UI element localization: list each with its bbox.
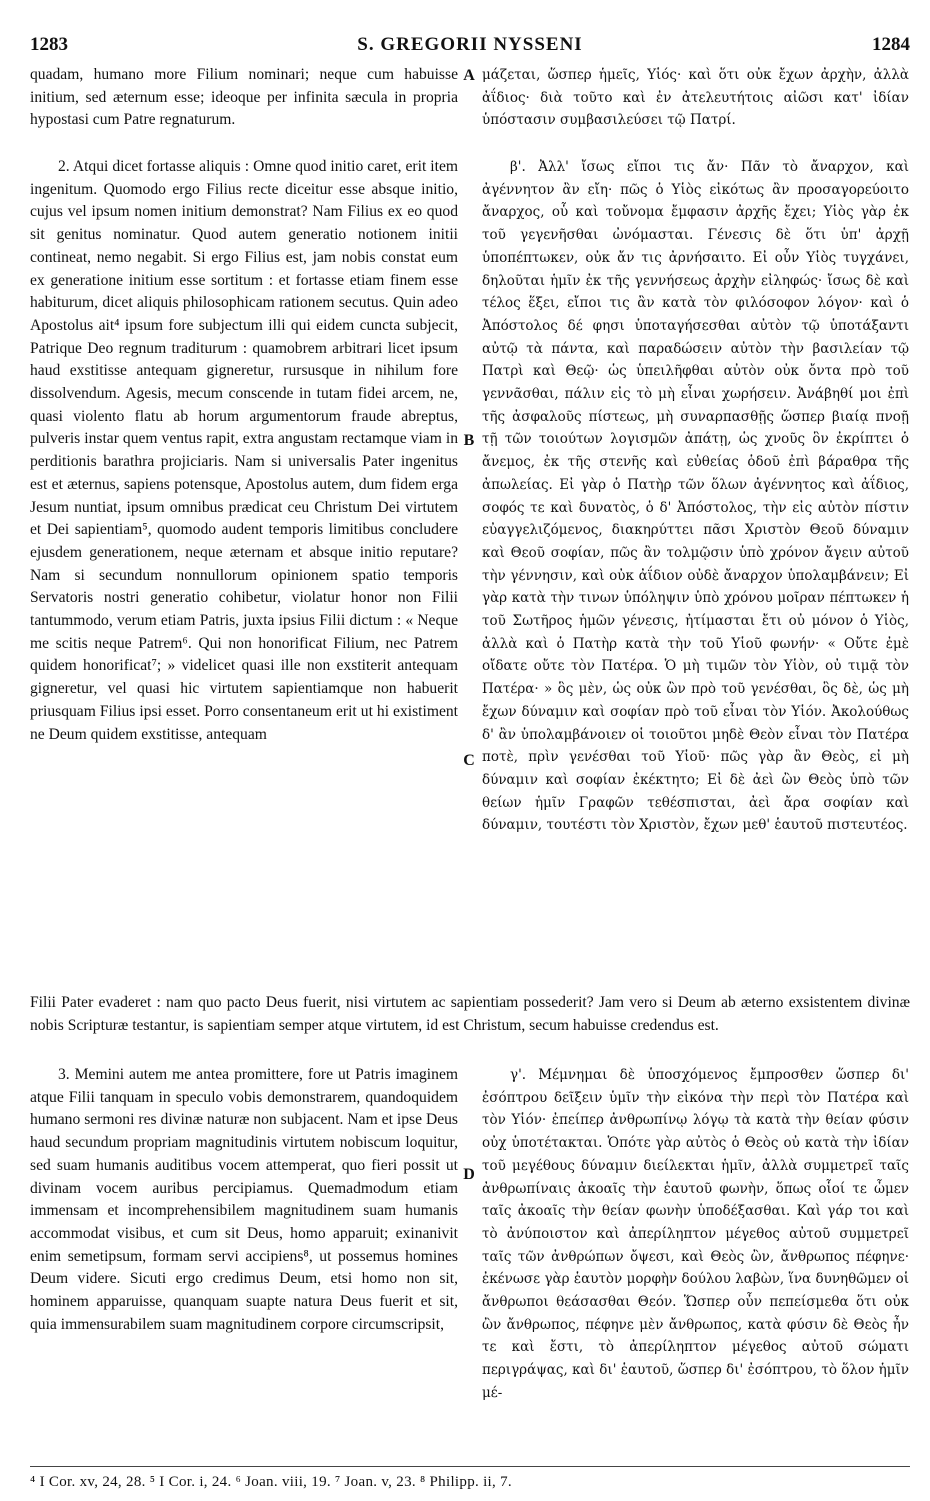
page-number-right: 1284 [872, 34, 910, 55]
latin-paragraph-2 [30, 156, 458, 746]
greek-text: γ'. Μέμνημαι δὲ ὑποσχόμενος ἔμπροσθεν ὥσπερ δι' ἐσόπτρου δεῖξειν ὑμῖν τὴν εἰκόνα τὴν περὶ τὸν Πατέρα καὶ τὸν Υἱόν· ἐπείπερ ἀνθρωπίνῳ λόγῳ τὰ κατὰ τὴν θείαν φύσιν οὐχ ὑποτέτακται. Ὁπότε γὰρ αὐτὸς ὁ Θεὸς οὐ κατὰ τὴν ἰδίαν τοῦ μεγέθους δύναμιν διείλεκται ἡμῖν, ἀλλὰ συμμετρεῖ ταῖς ἀνθρωπίναις ἀκοαῖς τὴν ἑαυτοῦ φωνὴν, ὅπως οἷοί τε ὦμεν ταῖς ἀκοαῖς τὴν θείαν φωνὴν ὑποδέξασθαι. Καὶ γάρ τοι καὶ τὸ ἀνύποιστον καὶ ἀπερίληπτον μέγεθος αὐτοῦ συμμετρεῖ ταῖς τῶν ἀνθρώπων ὄψεσι, καὶ Θεὸς ὢν, ἄνθρωπος πέφηνε· ἐκένωσε γὰρ ἑαυτὸν μορφὴν δούλου λαβὼν, ἵνα δυνηθῶμεν οἱ ἄνθρωποι θεάσασθαι Θεόν. Ὥσπερ οὖν πεπείσμεθα ὅτι οὐκ ὢν ἄνθρωπος, πέφηνε μὲν ἄνθρωπος, κατὰ φύσιν δὲ Θεὸς ἦν τε καὶ ἔστι, τὸ ἀπερίληπτον μέγεθος αὐτοῦ σώματι περιγράψας, καὶ δι' ἑαυτοῦ, ὥσπερ δι' ἐσόπτρου, τὸ ὅλον ἡμῖν μέ- [482, 1067, 909, 1401]
latin-paragraph-1 [30, 64, 458, 132]
greek-paragraph-3 [482, 1064, 909, 1405]
greek-paragraph-1 [482, 64, 909, 132]
footnotes: ⁴ I Cor. xv, 24, 28. ⁵ I Cor. i, 24. ⁶ Joan. viii, 19. ⁷ Joan. v, 23. ⁸ Philipp. ii, 7. [30, 1474, 512, 1490]
greek-paragraph-2 [482, 156, 909, 837]
page-number-left: 1283 [30, 34, 68, 55]
latin-text: 2. Atqui dicet fortasse aliquis : Omne quod initio caret, erit item ingenitum. Quomodo ergo Filius recte diceitur esse absque initio, cujus vel ipsum nomen initium demonstrat? Nam Filius ex eo quod sit genitus nominatur. Quod autem generatio notionem initii contineat, nemo negabit. Si ergo Filius est, jam nobis constat eum ex generatione initium esse sortitum : et fortasse etiam finem esse habiturum, dicet aliquis philosophicam rationem secutus. Quin adeo Apostolus ait⁴ ipsum fore subjectum illi qui eidem cuncta subjecit, Patrique Deo regnum traditurum : quamobrem arbitrari licet ipsum haud exstitisse antequam gigneretur, rursusque in nihilum fore dissolvendum. Agesis, mecum conscende in tutam fidei arcem, ne, quasi violento flatu ab horum argumentorum fraude abreptus, pulveris instar quem ventus rapit, extra angustam rectamque viam in perditionis barathra projiciaris. Nam si universalis Pater ingenitus est et æternus, sapiens potensque, Apostolus autem, dum fidem erga Jesum nuntiat, ipsum omnibus prædicat ceu Christum Dei virtutem et Dei sapientiam⁵, quomodo audent temporis limitibus concludere ejusdem generationem, neque æternam et absque initio reputare? Nam si secundum nonnullorum opinionem spatio temporis Servatoris nostri generatio cohibetur, violatur honor non Filii tantummodo, verum etiam Patris, juxta ipsius Filii dictum : « Neque me scitis neque Patrem⁶. Qui non honorificat Filium, nec Patrem quidem honorificat⁷; » videlicet quasi ille non exstiterit antequam gigneretur, vel quasi hic virtutem sapientiamque non habuerit priusquam Filius ipsi esset. Porro consentaneum erit ut hi existiment ne Deum quidem exstitisse, antequam [30, 158, 458, 743]
latin-text: 3. Memini autem me antea promittere, fore ut Patris imaginem atque Filii tanquam in speculo vobis demonstrarem, quandoquidem humano sermoni res divinæ naturæ non subjacent. Nam et ipse Deus haud secundum propriam magnitudinis virtutem nobiscum loquitur, sed suam humanis auditibus vocem attemperat, quo fieri possit ut divinam vocem auribus percipiamus. Quemadmodum etiam immensam et incomprehensibilem magnitudinem suam humanis accommodat visibus, et cum sit Deus, homo apparuit; exinanivit enim semetipsum, formam servi accipiens⁸, ut possemus homines Deum videre. Sicuti ergo credimus Deum, etsi homo non sit, hominem apparuisse, quanquam suapte natura Deus fuerit et sit, quia immensurabilem suam magnitudinem corpore circumscripsit, [30, 1066, 458, 1333]
margin-marker-b: B [463, 432, 475, 449]
running-title: S. GREGORII NYSSENI [357, 34, 583, 55]
footnote-rule [30, 1466, 910, 1467]
margin-marker-c: C [463, 752, 475, 769]
greek-text: β'. Ἀλλ' ἴσως εἴποι τις ἄν· Πᾶν τὸ ἄναρχον, καὶ ἀγέννητον ἂν εἴη· πῶς ὁ Υἱὸς εἰκότως ἂν προσαγορεύοιτο ἄναρχος, οὗ καὶ τοὔνομα ἔμφασιν ἀρχῆς ἔχει; Υἱὸς γὰρ ἐκ τοῦ γεγενῆσθαι ὠνόμασται. Γένεσις δὲ ὅτι ὑπ' ἀρχῇ ὑποπέπτωκεν, οὐκ ἄν τις ἀρνήσαιτο. Εἰ οὖν Υἱὸς τυγχάνει, δηλοῦται ἡμῖν ἐκ τῆς γεννήσεως ἀρχὴν εἰληφώς· ἴσως δὲ καὶ τέλος ἕξει, εἴποι τις ἂν κατὰ τὸν φιλόσοφον λόγον· καὶ ὁ Ἀπόστολος δέ φησι ὑποταγήσεσθαι αὐτὸν τῷ ὑποτάξαντι αὐτῷ τὰ πάντα, καὶ παραδώσειν αὐτὸν τὴν βασιλείαν τῷ Πατρὶ καὶ Θεῷ· ὡς ὑπειλῆφθαι αὐτὸν οὐκ ὄντα πρὸ τοῦ γεννᾶσθαι, πάλιν εἰς τὸ μὴ εἶναι χωρήσειν. Ἀνάβηθί μοι ἐπὶ τῆς ἀσφαλοῦς πίστεως, μὴ συναρπασθῇς ὥσπερ βιαίᾳ πνοῇ τῇ τῶν τοιούτων λογισμῶν ἀπάτῃ, ὡς χνοῦς ὃν ἐκρίπτει ὁ ἄνεμος, ἐκ τῆς στενῆς καὶ εὐθείας ὁδοῦ ἐπὶ βάραθρα τῆς ἀπωλείας. Εἰ γὰρ ὁ Πατὴρ τῶν ὅλων ἀγέννητος καὶ ἀΐδιος, σοφός τε καὶ δυνατὸς, ὁ δ' Ἀπόστολος, τὴν εἰς αὐτὸν πίστιν εὐαγγελιζόμενος, διακηρύττει πᾶσι Χριστὸν Θεοῦ δύναμιν καὶ Θεοῦ σοφίαν, πῶς ἂν τολμῷσιν ὑπὸ χρόνον ἄγειν αὐτοῦ τὴν γέννησιν, καὶ οὐκ ἀΐδιον οὐδὲ ἄναρχον ὑπολαμβάνειν; Εἰ γὰρ κατὰ τὴν τινων ὑπόληψιν ὑπὸ χρόνου μοῖραν πέπτωκεν ἡ τοῦ Σωτῆρος ἡμῶν γένεσις, ἠτίμασται ἔτι οὐ μόνον ὁ Υἱὸς, ἀλλὰ καὶ ὁ Πατὴρ κατὰ τὴν τοῦ Υἱοῦ φωνήν· « Οὔτε ἐμὲ οἴδατε οὔτε τὸν Πατέρα. Ὁ μὴ τιμῶν τὸν Υἱὸν, οὐ τιμᾷ τὸν Πατέρα· » ὃς μὲν, ὡς οὐκ ὢν πρὸ τοῦ γενέσθαι, ὃς δὲ, ὡς μὴ ἔχων δύναμιν καὶ σοφίαν πρὸ τοῦ εἶναι τὸν Υἱόν. Ἀκολούθως δ' ἂν ὑπολαμβάνοιεν οἱ τοιοῦτοι μηδὲ Θεὸν εἶναι τὸν Πατέρα ποτὲ, πρὶν γενέσθαι τοῦ Υἱοῦ· πῶς γὰρ ἂν Θεὸς, εἰ μὴ δύναμιν καὶ σοφίαν ἐκέκτητο; Εἰ δὲ ἀεὶ ὢν Θεὸς ὑπὸ τῶν θείων ἡμῖν Γραφῶν τεθέσπισται, ἀεὶ ἄρα σοφίαν καὶ δύναμιν, τουτέστι τὸν Χριστὸν, ἔχων μεθ' ἑαυτοῦ πιστευτέος. [482, 159, 909, 834]
margin-marker-a: A [463, 67, 475, 84]
latin-text: quadam, humano more Filium nominari; neque cum habuisse initium, sed æternum esse; ideoque per infinita sæcula in propria hypostasi cum Patre regnaturum. [30, 66, 458, 129]
latin-paragraph-3 [30, 1064, 458, 1336]
margin-marker-d: D [463, 1166, 475, 1183]
full-width-paragraph [30, 992, 910, 1037]
running-head [30, 34, 910, 58]
bridge-text: Filii Pater evaderet : nam quo pacto Deus fuerit, nisi virtutem ac sapientiam possederit? Jam vero si Deum ab æterno exsistentem divinæ nobis Scripturæ testantur, is sapientiam semper atque virtutem, id est Christum, secum habuisse credendus est. [30, 994, 910, 1034]
greek-text: μάζεται, ὥσπερ ἡμεῖς, Υἱός· καὶ ὅτι οὐκ ἔχων ἀρχὴν, ἀλλὰ ἀΐδιος· διὰ τοῦτο καὶ ἐν ἀτελευτήτοις αἰῶσι κατ' ἰδίαν ὑπόστασιν συμβασιλεύσει τῷ Πατρί. [482, 67, 909, 129]
